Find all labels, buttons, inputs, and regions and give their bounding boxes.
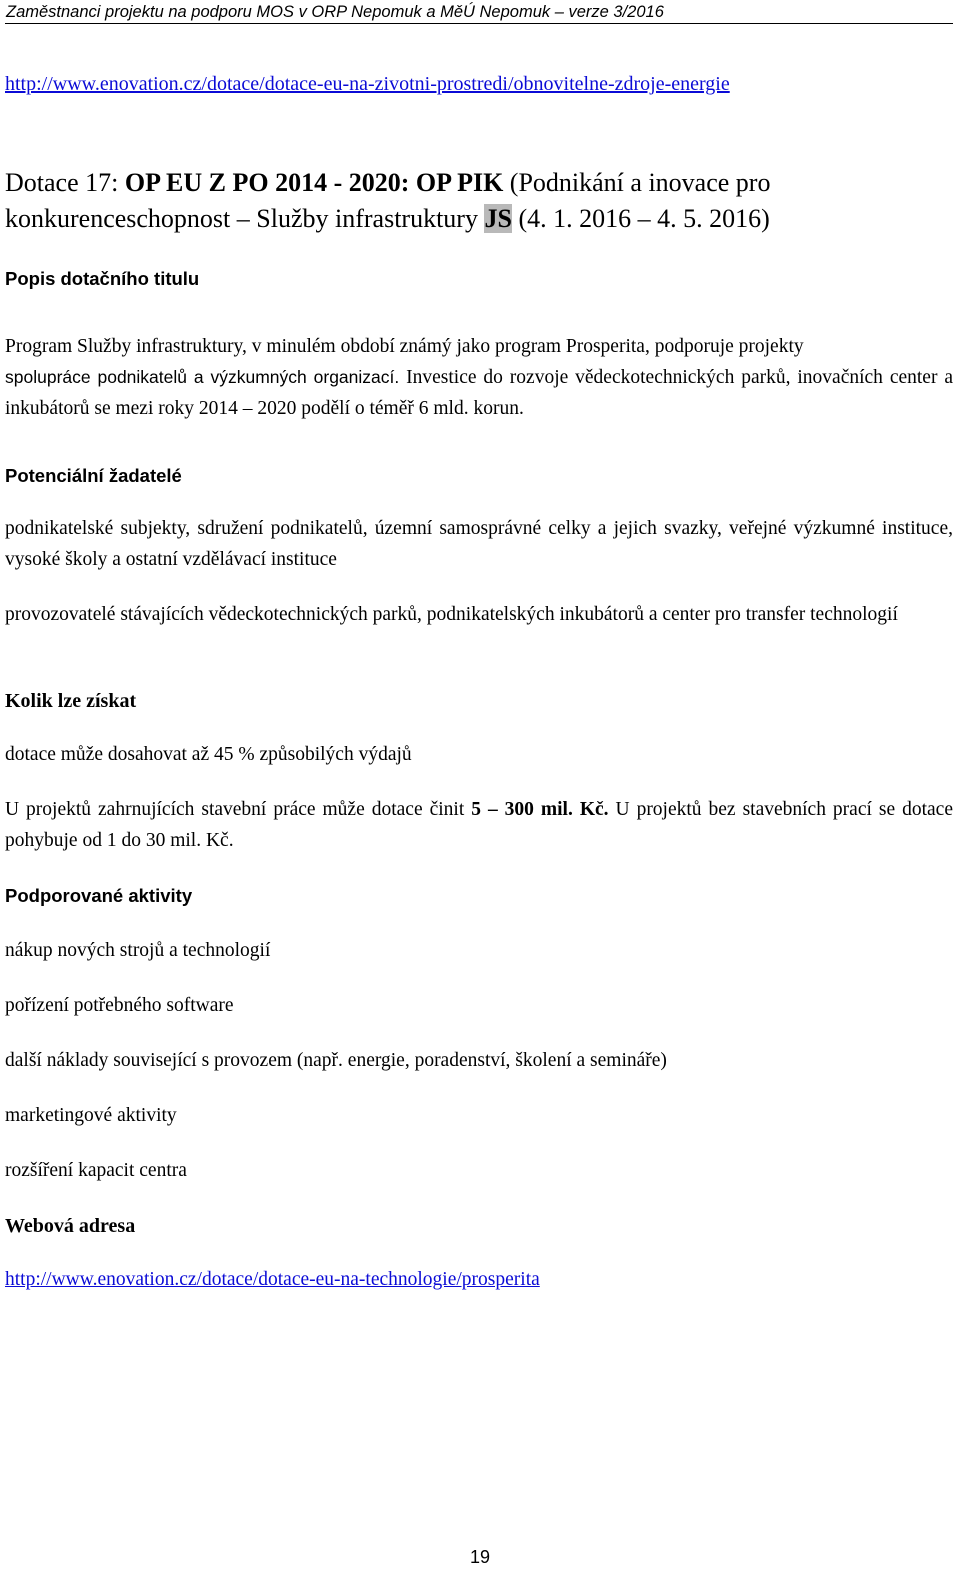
aktivita-item: pořízení potřebného software [5, 995, 234, 1016]
kolik-paragraph-2 [5, 794, 953, 856]
title-highlight: JS [484, 204, 512, 233]
zadatele-paragraph-1: podnikatelské subjekty, sdružení podnikatelů, územní samosprávné celky a jejich svazky, veřejné výzkumné instituce, vysoké školy a ostatní vzdělávací instituce [5, 518, 953, 570]
kolik-text-b: U projektů bez stavebních prací se dotace pohybuje od 1 do 30 mil. Kč. [5, 799, 953, 851]
popis-line-1: Program Služby infrastruktury, v minulém období známý jako program Prosperita, podporuje projekty [5, 336, 804, 357]
popis-rest [5, 362, 953, 424]
title-prefix: Dotace 17: [5, 168, 125, 197]
running-header: Zaměstnanci projektu na podporu MOS v ORP Nepomuk a MěÚ Nepomuk – verze 3/2016 [6, 3, 664, 21]
title-description: (Podnikání a inovace pro konkurenceschopnost – Služby infrastruktury [5, 168, 771, 233]
web-link[interactable]: http://www.enovation.cz/dotace/dotace-eu-na-technologie/prosperita [5, 1269, 540, 1290]
heading-popis: Popis dotačního titulu [5, 268, 200, 289]
header-rule [5, 23, 953, 24]
aktivita-item: další náklady související s provozem (např. energie, poradenství, školení a semináře) [5, 1050, 667, 1071]
title-dates: (4. 1. 2016 – 4. 5. 2016) [511, 204, 770, 233]
popis-investice: Investice do rozvoje vědeckotechnických parků, inovačních center a inkubátorů se mezi roky 2014 – 2020 podělí o téměř 6 mld. korun. [5, 367, 953, 419]
heading-zadatele: Potenciální žadatelé [5, 465, 182, 486]
page-number: 19 [469, 1547, 491, 1567]
heading-kolik: Kolik lze získat [5, 690, 137, 712]
heading-web: Webová adresa [5, 1215, 136, 1237]
kolik-paragraph-1: dotace může dosahovat až 45 % způsobilých výdajů [5, 744, 412, 765]
aktivita-item: rozšíření kapacit centra [5, 1160, 187, 1181]
kolik-text-a: U projektů zahrnujících stavební práce může dotace činit [5, 799, 472, 820]
kolik-amount: 5 – 300 mil. Kč. [471, 799, 609, 820]
aktivita-item: nákup nových strojů a technologií [5, 940, 271, 961]
title-program: OP EU Z PO 2014 - 2020: OP PIK [124, 168, 504, 197]
heading-aktivity: Podporované aktivity [5, 885, 193, 906]
page-title [5, 165, 953, 237]
popis-sans-text: spolupráce podnikatelů a výzkumných organizací. [5, 367, 400, 387]
aktivita-item: marketingové aktivity [5, 1105, 177, 1126]
popis-paragraph [5, 331, 953, 424]
zadatele-paragraph-2: provozovatelé stávajících vědeckotechnických parků, podnikatelských inkubátorů a center pro transfer technologií [5, 604, 898, 625]
top-link[interactable]: http://www.enovation.cz/dotace/dotace-eu-na-zivotni-prostredi/obnovitelne-zdroje-energie [5, 73, 730, 95]
